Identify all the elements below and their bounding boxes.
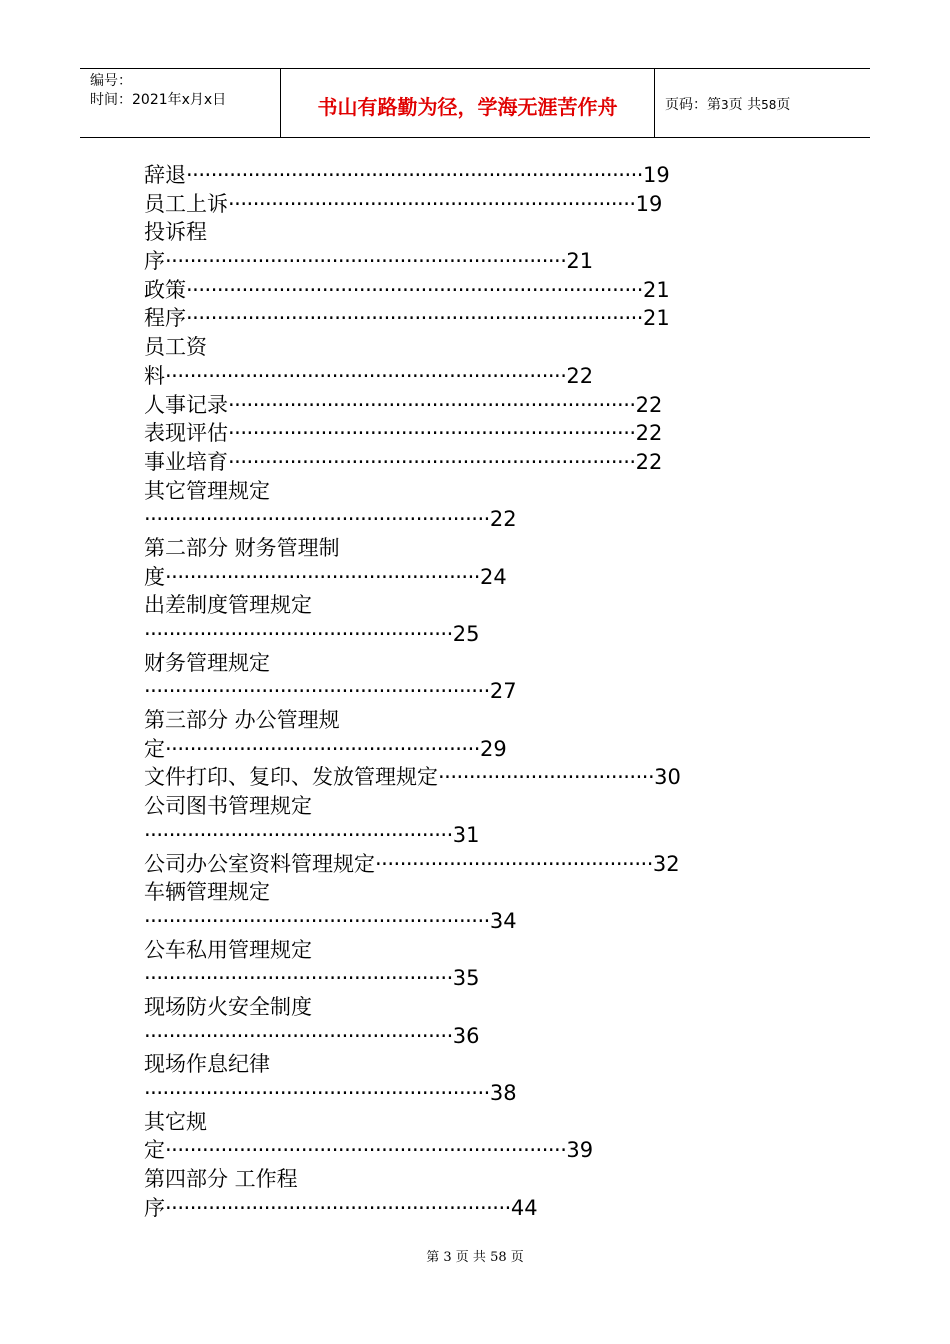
- toc-entry-page: 22: [566, 363, 594, 388]
- toc-entry-title: 定: [144, 736, 165, 761]
- toc-entry-title: 公司办公室资料管理规定: [144, 851, 375, 876]
- toc-entry-title: 公司图书管理规定: [144, 794, 312, 819]
- toc-entry-leader: ························································: [165, 1195, 511, 1220]
- toc-entry: [144, 907, 844, 936]
- toc-entry-title: 定: [144, 1138, 165, 1163]
- toc-entry-leader: ························································: [144, 679, 490, 704]
- toc-entry-title: 表现评估: [144, 421, 228, 446]
- toc-entry: [144, 850, 844, 879]
- toc-entry-page: 29: [479, 736, 507, 761]
- toc-entry-page: 22: [635, 449, 663, 474]
- toc-entry-page: 19: [642, 163, 670, 187]
- page-total: 58: [761, 98, 777, 112]
- page-number: 3: [721, 98, 729, 112]
- toc-entry-leader: ··································································: [228, 392, 636, 417]
- toc-entry: [144, 190, 844, 219]
- toc-entry-leader: ·············································: [375, 851, 653, 876]
- toc-entry-page: 31: [452, 822, 480, 847]
- toc-entry: [144, 964, 844, 993]
- header-page-cell: [655, 69, 870, 137]
- toc-entry-page: 36: [452, 1023, 480, 1048]
- toc-entry-page: 21: [642, 277, 670, 302]
- toc-entry-page: 19: [635, 191, 663, 216]
- toc-entry: [144, 993, 844, 1022]
- toc-entry-title: 事业培育: [144, 449, 228, 474]
- toc-entry-page: 22: [635, 421, 663, 446]
- toc-entry-page: 25: [452, 622, 480, 646]
- toc-entry: [144, 1194, 844, 1223]
- toc-entry: [144, 1165, 844, 1194]
- toc-entry-title: 度: [144, 564, 165, 589]
- header-meta-cell: [80, 69, 281, 137]
- header-slogan-cell: [281, 69, 655, 137]
- toc-entry: [144, 218, 844, 247]
- toc-entry-title: 现场作息纪律: [144, 1052, 270, 1077]
- page-footer: [0, 1246, 950, 1265]
- toc-entry: [144, 620, 844, 649]
- toc-entry-leader: ·································································: [165, 1138, 567, 1163]
- toc-entry-title: 辞退: [144, 163, 186, 187]
- toc-entry: [144, 1050, 844, 1079]
- toc-entry: [144, 792, 844, 821]
- toc-entry-page: 44: [510, 1195, 538, 1220]
- toc-entry: [144, 477, 844, 506]
- toc-entry-title: 投诉程: [144, 220, 207, 245]
- toc-entry-page: 32: [652, 851, 680, 876]
- toc-entry-page: 34: [489, 908, 517, 933]
- toc-entry: [144, 1136, 844, 1165]
- toc-entry-leader: ··················································: [144, 622, 453, 646]
- toc-entry-title: 料: [144, 363, 165, 388]
- toc-entry-title: 文件打印、复印、发放管理规定: [144, 765, 438, 790]
- toc-entry: [144, 563, 844, 592]
- toc-entry: [144, 505, 844, 534]
- toc-entry: [144, 878, 844, 907]
- toc-entry: [144, 591, 844, 620]
- toc-entry: [144, 391, 844, 420]
- toc-entry-title: 序: [144, 249, 165, 274]
- toc-entry-title: 其它管理规定: [144, 478, 270, 503]
- toc-entry-title: 政策: [144, 277, 186, 302]
- toc-entry: [144, 1079, 844, 1108]
- toc-entry-title: 第二部分 财务管理制: [144, 535, 340, 560]
- toc-entry-title: 公车私用管理规定: [144, 937, 312, 962]
- toc-entry-title: 第四部分 工作程: [144, 1167, 298, 1192]
- footer-mid: 页 共: [455, 1250, 486, 1265]
- toc-entry-title: 现场防火安全制度: [144, 994, 312, 1019]
- toc-entry-title: 人事记录: [144, 392, 228, 417]
- toc-entry-leader: ·································································: [165, 363, 567, 388]
- footer-prefix: 第: [426, 1250, 440, 1265]
- toc-entry: [144, 735, 844, 764]
- toc-entry-page: 24: [479, 564, 507, 589]
- page-suffix: 页: [776, 97, 791, 113]
- toc-entry: [144, 706, 844, 735]
- footer-page-number: 3: [443, 1250, 452, 1265]
- toc-entry: [144, 276, 844, 305]
- toc-entry-title: 第三部分 办公管理规: [144, 708, 340, 733]
- toc-entry: [144, 419, 844, 448]
- toc-entry: [144, 1022, 844, 1051]
- toc-entry-title: 车辆管理规定: [144, 880, 270, 905]
- toc-entry-title: 员工资: [144, 335, 207, 360]
- toc-entry: [144, 936, 844, 965]
- toc-entry-leader: ························································: [144, 908, 490, 933]
- toc-entry-leader: ························································: [144, 507, 490, 532]
- toc-entry: [144, 763, 844, 792]
- toc-entry: [144, 161, 844, 190]
- toc-entry-leader: ·································································: [165, 249, 567, 274]
- toc-entry-page: 30: [654, 765, 681, 790]
- toc-entry: [144, 247, 844, 276]
- toc-entry: [144, 677, 844, 706]
- toc-entry-leader: ··················································: [144, 966, 453, 991]
- toc-entry-leader: ··································································: [228, 421, 636, 446]
- header-slogan: 书山有路勤为径，学海无涯苦作舟: [317, 95, 618, 119]
- toc-entry-page: 21: [566, 249, 594, 274]
- toc-entry-leader: ························································: [144, 1081, 490, 1105]
- toc-entry-leader: ··················································: [144, 822, 453, 847]
- toc-entry: [144, 534, 844, 563]
- page-prefix: 页码：第: [665, 97, 721, 113]
- toc-entry: [144, 1108, 844, 1137]
- toc-entry-leader: ···················································: [165, 736, 480, 761]
- toc-entry-leader: ··········································································: [186, 163, 643, 187]
- document-time-label: 时间：2021年x月x日: [90, 92, 227, 108]
- toc-entry-page: 39: [566, 1138, 594, 1163]
- toc-entry-title: 序: [144, 1195, 165, 1220]
- table-of-contents: [144, 161, 844, 1222]
- toc-entry-leader: ··················································: [144, 1023, 453, 1048]
- page-mid: 页 共: [728, 97, 762, 113]
- toc-entry: [144, 448, 844, 477]
- toc-entry-leader: ···································: [438, 765, 655, 790]
- toc-entry-title: 员工上诉: [144, 191, 228, 216]
- footer-page-total: 58: [490, 1250, 507, 1265]
- toc-entry-page: 35: [452, 966, 480, 991]
- toc-entry-leader: ··································································: [228, 191, 636, 216]
- footer-suffix: 页: [510, 1250, 524, 1265]
- toc-entry-title: 出差制度管理规定: [144, 593, 312, 618]
- toc-entry: [144, 821, 844, 850]
- toc-entry: [144, 333, 844, 362]
- toc-entry: [144, 362, 844, 391]
- toc-entry: [144, 304, 844, 333]
- toc-entry-title: 程序: [144, 306, 186, 331]
- toc-entry-title: 财务管理规定: [144, 650, 270, 675]
- toc-entry-page: 22: [489, 507, 517, 532]
- toc-entry-page: 38: [489, 1081, 517, 1105]
- toc-entry-page: 21: [642, 306, 670, 331]
- toc-entry-page: 22: [635, 392, 663, 417]
- toc-entry-title: 其它规: [144, 1109, 207, 1134]
- toc-entry-leader: ···················································: [165, 564, 480, 589]
- page-header: [80, 68, 870, 138]
- toc-entry-leader: ··········································································: [186, 306, 643, 331]
- toc-entry: [144, 649, 844, 678]
- toc-entry-leader: ··································································: [228, 449, 636, 474]
- document-number-label: 编号：: [90, 73, 132, 89]
- toc-entry-leader: ··········································································: [186, 277, 643, 302]
- toc-entry-page: 27: [489, 679, 517, 704]
- header-page-info: [665, 94, 790, 114]
